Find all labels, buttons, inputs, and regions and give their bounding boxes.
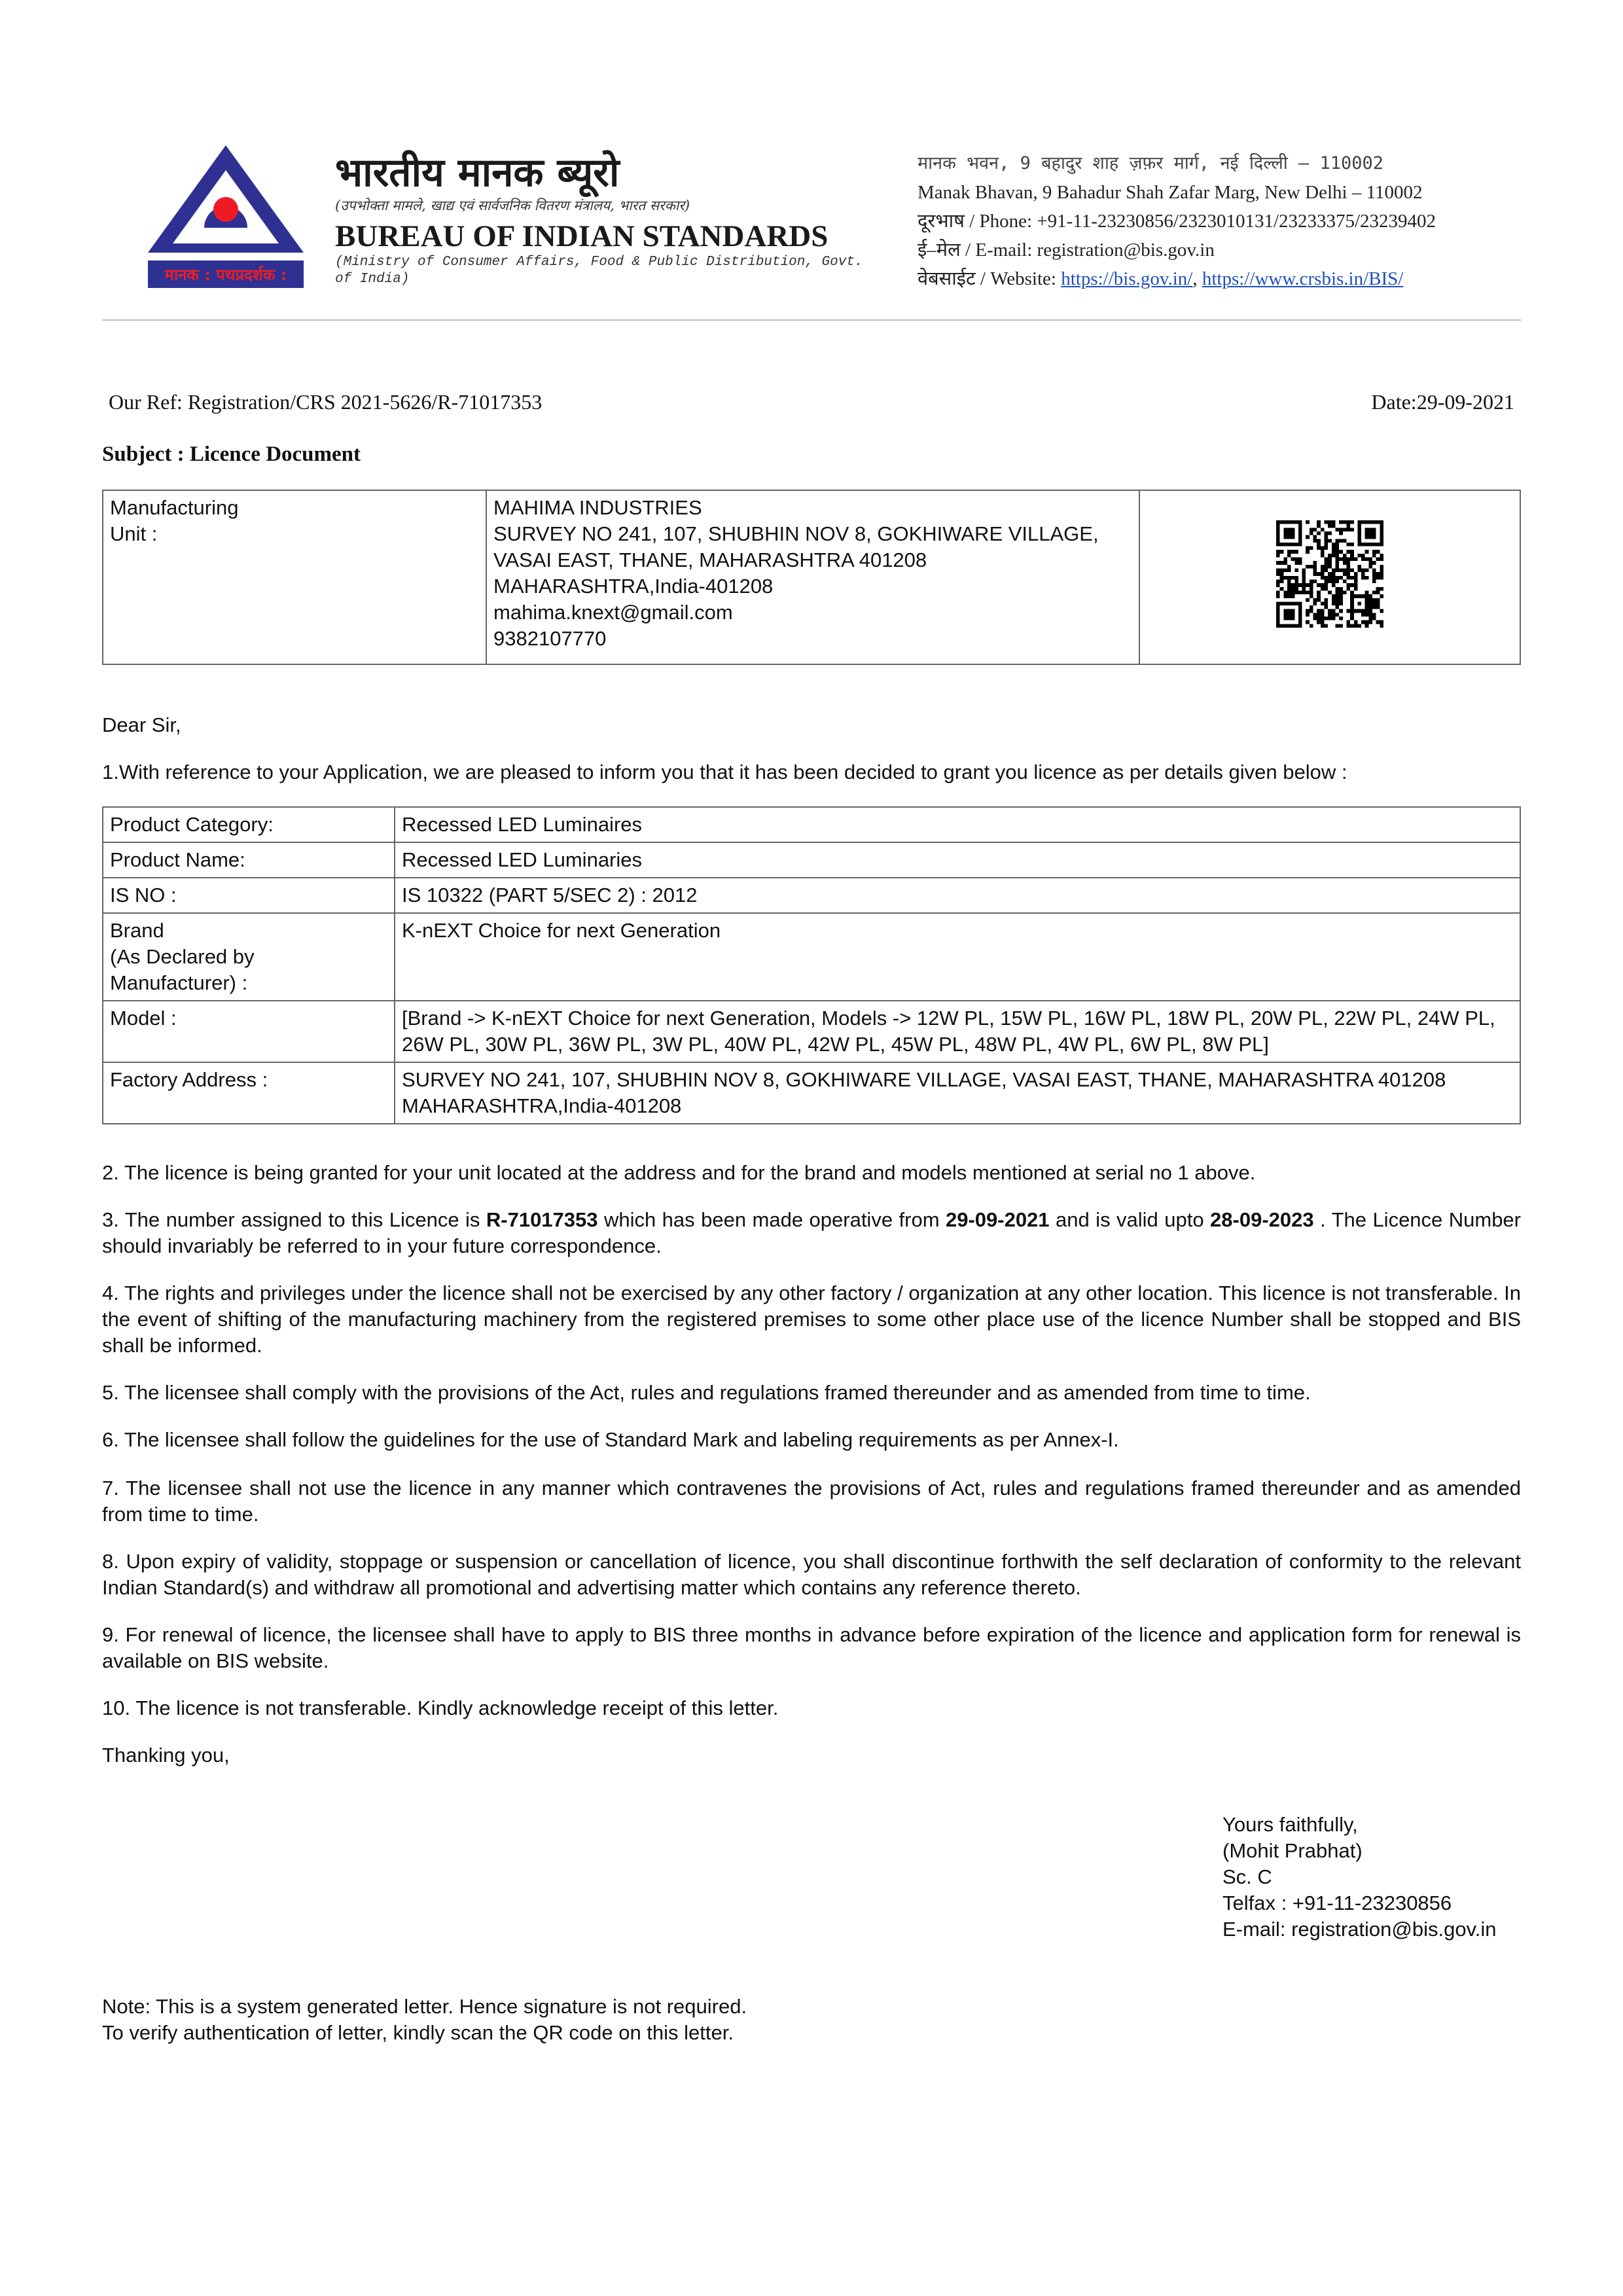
contact-block (918, 149, 1436, 293)
phone-line (918, 207, 1436, 236)
valid-to-date: 28-09-2023 (1210, 1208, 1314, 1231)
note-line: Note: This is a system generated letter. Hence signature is not required. (102, 1995, 747, 2018)
unit-address-line: MAHARASHTRA,India-401208 (493, 575, 774, 598)
email-line (918, 236, 1436, 264)
phone-number: +91-11-23230856/2323010131/23233375/23239402 (1037, 211, 1436, 232)
letter-date: Date:29-09-2021 (1371, 390, 1514, 414)
unit-phone: 9382107770 (493, 627, 607, 650)
valid-from-date: 29-09-2021 (945, 1208, 1050, 1231)
signatory-telfax: Telfax : +91-11-23230856 (1222, 1892, 1452, 1914)
website-line (918, 264, 1436, 293)
unit-address-cell (486, 490, 1139, 664)
detail-value: [Brand -> K-nEXT Choice for next Generation, Models -> 12W PL, 15W PL, 16W PL, 18W PL, 20W PL, 22W PL, 24W PL, 26W PL, 30W PL, 36W PL, 3W PL, 40W PL, 42W PL, 45W PL, 48W PL, 4W PL, 6W PL, 8W PL] (395, 1001, 1520, 1062)
phone-label: दूरभाष / Phone: (918, 211, 1033, 232)
paragraph-9: 9. For renewal of licence, the licensee shall have to apply to BIS three months in advance before expiration of the licence and application form for renewal is available on BIS website. (102, 1623, 1521, 1672)
paragraph-5: 5. The licensee shall comply with the provisions of the Act, rules and regulations framed thereunder and as amended from time to time. (102, 1381, 1311, 1404)
detail-label: Product Name: (103, 842, 395, 878)
para3-text: which has been made operative from (597, 1208, 946, 1231)
reference-number: Our Ref: Registration/CRS 2021-5626/R-71017353 (109, 390, 543, 414)
detail-label: Product Category: (103, 807, 395, 842)
paragraph-1: 1.With reference to your Application, we are pleased to inform you that it has been decided to grant you licence as per details given below : (102, 761, 1347, 783)
hindi-org-title: भारतीय मानक ब्यूरो (335, 150, 620, 196)
detail-value: Recessed LED Luminaires (395, 807, 1520, 842)
qr-code-icon[interactable] (1258, 520, 1401, 628)
unit-label-cell (103, 490, 486, 664)
email-label: ई–मेल / E-mail: (918, 240, 1033, 260)
website-label: वेबसाईट / Website: (918, 268, 1056, 289)
table-row (103, 878, 1520, 913)
para3-text: . The Licence Number should invariably be referred to in your future correspondence. (102, 1208, 1522, 1257)
paragraph-4: 4. The rights and privileges under the licence shall not be exercised by any other factory / organization at any other location. This licence is not transferable. In the event of shifting of the manufacturing machinery from the registered premises to some other place use of the licence Number shall be stopped and BIS shall be informed. (102, 1282, 1521, 1357)
website-link-bis[interactable]: https://bis.gov.in/ (1061, 268, 1193, 289)
unit-label-line: Manufacturing (110, 496, 239, 519)
table-row (103, 807, 1520, 842)
paragraph-10: 10. The licence is not transferable. Kindly acknowledge receipt of this letter. (102, 1696, 779, 1719)
note-line: To verify authentication of letter, kindly scan the QR code on this letter. (102, 2021, 734, 2044)
detail-value: K-nEXT Choice for next Generation (395, 913, 1520, 1001)
manufacturing-unit-table (102, 490, 1521, 665)
unit-label-line: Unit : (110, 522, 158, 545)
paragraph-2: 2. The licence is being granted for your unit located at the address and for the brand and models mentioned at serial no 1 above. (102, 1161, 1256, 1184)
signatory-designation: Sc. C (1222, 1865, 1272, 1888)
unit-email: mahima.knext@gmail.com (493, 601, 733, 624)
detail-value: SURVEY NO 241, 107, SHUBHIN NOV 8, GOKHIWARE VILLAGE, VASAI EAST, THANE, MAHARASHTRA 401208 MAHARASHTRA,India-401208 (395, 1062, 1520, 1124)
bis-logo (144, 141, 308, 295)
paragraph-3 (102, 1207, 1521, 1259)
table-row (103, 490, 1520, 664)
paragraph-6: 6. The licensee shall follow the guidelines for the use of Standard Mark and labeling requirements as per Annex-I. (102, 1428, 1119, 1451)
detail-label: Model : (103, 1001, 395, 1062)
detail-value: IS 10322 (PART 5/SEC 2) : 2012 (395, 878, 1520, 913)
logo-text: मानक : पथप्रदर्शक : (164, 266, 287, 284)
english-org-title: BUREAU OF INDIAN STANDARDS (335, 219, 829, 253)
table-row (103, 1062, 1520, 1124)
email-address: registration@bis.gov.in (1037, 240, 1215, 260)
table-row (103, 1001, 1520, 1062)
english-ministry-text: (Ministry of Consumer Affairs, Food & Public Distribution, Govt. of India) (335, 255, 863, 287)
address-english: Manak Bhavan, 9 Bahadur Shah Zafar Marg, New Delhi – 110002 (918, 182, 1423, 203)
detail-label: IS NO : (103, 878, 395, 913)
website-separator: , (1192, 268, 1198, 289)
para3-text: and is valid upto (1049, 1208, 1211, 1231)
detail-label: Brand (As Declared by Manufacturer) : (103, 913, 395, 1001)
licence-number: R-71017353 (486, 1208, 598, 1231)
website-link-crsbis[interactable]: https://www.crsbis.in/BIS/ (1202, 268, 1404, 289)
system-note (102, 1994, 747, 2046)
closing-line: Thanking you, (102, 1744, 230, 1767)
signature-block (1222, 1812, 1497, 1943)
hindi-ministry-text: (उपभोक्ता मामले, खाद्य एवं सार्वजनिक वितरण मंत्रालय, भारत सरकार) (335, 198, 690, 213)
subject-line: Subject : Licence Document (102, 442, 361, 466)
qr-cell (1139, 490, 1520, 664)
signatory-name: (Mohit Prabhat) (1222, 1839, 1363, 1862)
signature-line: Yours faithfully, (1222, 1813, 1358, 1836)
header-divider (102, 319, 1521, 321)
address-hindi: मानक भवन, 9 बहादुर शाह ज़फ़र मार्ग, नई दिल्ली – 110002 (918, 153, 1384, 173)
unit-address-line: VASAI EAST, THANE, MAHARASHTRA 401208 (493, 548, 927, 571)
salutation: Dear Sir, (102, 713, 181, 736)
table-row (103, 913, 1520, 1001)
para3-text: 3. The number assigned to this Licence is (102, 1208, 486, 1231)
paragraph-7: 7. The licensee shall not use the licence in any manner which contravenes the provisions of Act, rules and regulations framed thereunder and as amended from time to time. (102, 1477, 1521, 1526)
detail-value: Recessed LED Luminaries (395, 842, 1520, 878)
table-row (103, 842, 1520, 878)
unit-address-line: SURVEY NO 241, 107, SHUBHIN NOV 8, GOKHIWARE VILLAGE, (493, 522, 1099, 545)
detail-label: Factory Address : (103, 1062, 395, 1124)
logo-dot-icon (213, 197, 238, 222)
unit-name: MAHIMA INDUSTRIES (493, 496, 702, 519)
paragraph-8: 8. Upon expiry of validity, stoppage or suspension or cancellation of licence, you shall discontinue forthwith the self declaration of conformity to the relevant Indian Standard(s) and withdraw all promotional and advertising matter which contains any reference thereto. (102, 1550, 1521, 1599)
licence-details-table (102, 806, 1521, 1124)
signatory-email: E-mail: registration@bis.gov.in (1222, 1918, 1497, 1941)
